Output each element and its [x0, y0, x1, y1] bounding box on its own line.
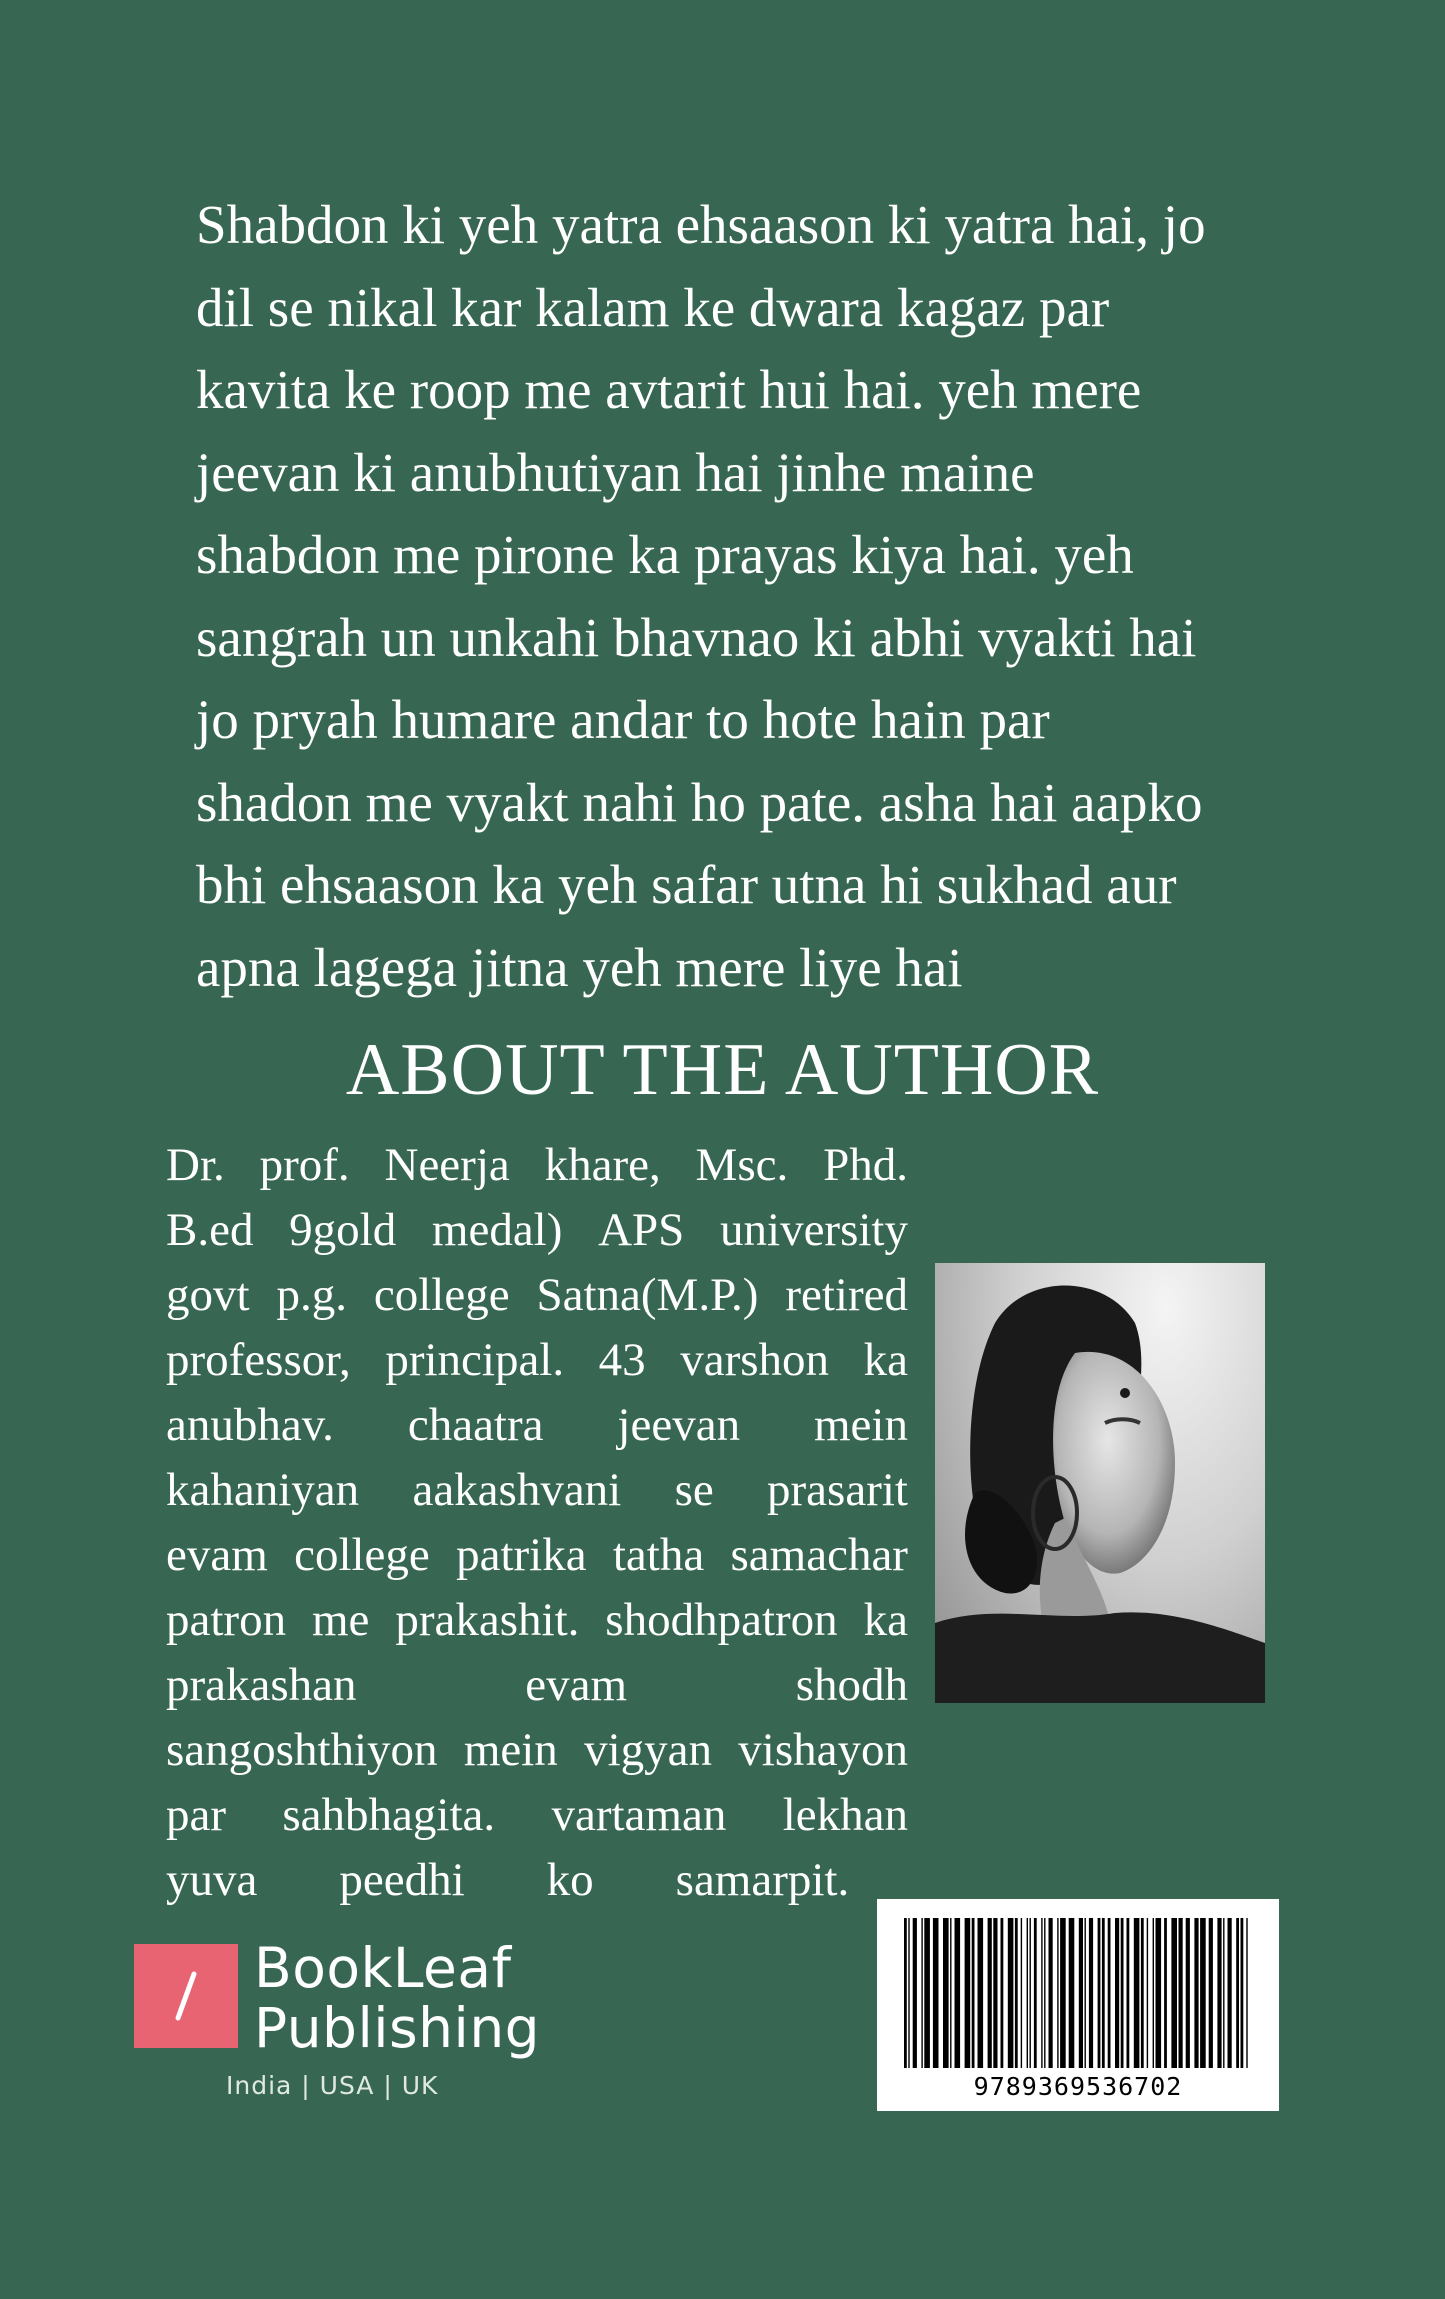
barcode-bar: [1156, 1918, 1162, 2068]
barcode-bar: [1098, 1918, 1101, 2068]
barcode-bar: [924, 1918, 930, 2068]
bio-word: samarpit.: [675, 1854, 850, 1906]
bio-word: ko: [546, 1854, 594, 1906]
barcode-bar: [1008, 1918, 1014, 2068]
blurb-line: shadon me vyakt nahi ho pate. asha hai aapko: [196, 771, 1203, 833]
barcode-bars: [902, 1918, 1254, 2068]
barcode-bar: [904, 1918, 907, 2068]
bio-line: [166, 1653, 908, 1718]
bio-word: APS: [598, 1204, 685, 1256]
barcode-bar: [933, 1918, 939, 2068]
bio-word: 43: [598, 1334, 646, 1386]
bio-line: [166, 1783, 908, 1848]
barcode-bar: [1049, 1918, 1053, 2068]
bio-word: prakashit.: [395, 1594, 580, 1646]
barcode-bar: [1001, 1918, 1004, 2068]
barcode-bar: [1102, 1918, 1105, 2068]
barcode-bar: [1223, 1918, 1224, 2068]
author-bio: [166, 1133, 908, 1913]
bio-word: peedhi: [339, 1854, 465, 1906]
author-photo: [935, 1263, 1265, 1703]
bio-word: kahaniyan: [166, 1464, 360, 1516]
barcode-bar: [943, 1918, 949, 2068]
blurb-line: bhi ehsaason ka yeh safar utna hi sukhad aur: [196, 854, 1177, 915]
barcode-bar: [1141, 1918, 1144, 2068]
barcode-bar: [1164, 1918, 1167, 2068]
bio-line: [166, 1263, 908, 1328]
bio-word: Satna(M.P.): [536, 1269, 759, 1321]
bio-word: ka: [863, 1334, 908, 1386]
barcode-bar: [1060, 1918, 1066, 2068]
barcode-bar: [1085, 1918, 1086, 2068]
bio-word: yuva: [166, 1854, 258, 1906]
bio-word: govt: [166, 1269, 250, 1321]
barcode-bar: [1057, 1918, 1058, 2068]
bio-word: Neerja: [384, 1139, 510, 1191]
blurb-line: dil se nikal kar kalam ke dwara kagaz par: [196, 276, 1110, 338]
barcode-bar: [908, 1918, 909, 2068]
bio-word: se: [674, 1464, 714, 1516]
blurb-line: kavita ke roop me avtarit hui hai. yeh mere: [196, 359, 1142, 420]
isbn-number: 9789369536702: [973, 2072, 1183, 2101]
bio-word: samachar: [730, 1529, 908, 1581]
barcode-bar: [950, 1918, 951, 2068]
bio-word: tatha: [612, 1529, 705, 1581]
barcode-bar: [1241, 1918, 1244, 2068]
bio-word: mein: [813, 1399, 908, 1451]
bio-word: B.ed: [166, 1204, 254, 1256]
blurb-line: shabdon me pirone ka prayas kiya hai. yeh: [196, 524, 1134, 585]
bio-word: college: [294, 1529, 430, 1581]
bio-word: ka: [863, 1594, 908, 1646]
bookleaf-logo-icon: [134, 1944, 238, 2048]
bio-word: 9gold: [289, 1204, 397, 1256]
bio-word: evam: [525, 1659, 627, 1711]
barcode-bar: [1108, 1918, 1111, 2068]
barcode-bar: [1246, 1918, 1247, 2068]
bio-line: [166, 1393, 908, 1458]
bio-word: sahbhagita.: [282, 1789, 496, 1841]
barcode-bar: [1115, 1918, 1119, 2068]
bio-word: university: [720, 1204, 908, 1256]
barcode-bar: [1153, 1918, 1154, 2068]
bio-word: retired: [785, 1269, 908, 1321]
bio-line: [166, 1328, 908, 1393]
barcode-bar: [1134, 1918, 1140, 2068]
bio-word: prakashan: [166, 1659, 357, 1711]
bio-line: [166, 1133, 908, 1198]
barcode-bar: [1030, 1918, 1031, 2068]
bio-word: chaatra: [407, 1399, 544, 1451]
barcode-bar: [1079, 1918, 1083, 2068]
barcode-bar: [1171, 1918, 1177, 2068]
bio-word: patron: [166, 1594, 287, 1646]
publisher-name: [254, 1938, 540, 2058]
bio-line: [166, 1198, 908, 1263]
bio-word: medal): [431, 1204, 563, 1256]
barcode-bar: [1236, 1918, 1239, 2068]
bio-word: college: [373, 1269, 510, 1321]
barcode-bar: [921, 1918, 922, 2068]
bio-word: shodhpatron: [605, 1594, 838, 1646]
bio-word: vishayon: [738, 1724, 908, 1776]
bio-line: [166, 1523, 908, 1588]
bio-word: aakashvani: [412, 1464, 622, 1516]
blurb-line: jeevan ki anubhutiyan hai jinhe maine: [196, 441, 1035, 503]
barcode-bar: [1147, 1918, 1148, 2068]
publisher-regions: India | USA | UK: [226, 2071, 439, 2100]
bio-line: [166, 1848, 908, 1913]
isbn-barcode: [877, 1899, 1279, 2111]
barcode-bar: [1228, 1918, 1232, 2068]
barcode-bar: [1121, 1918, 1124, 2068]
bio-line: [166, 1588, 908, 1653]
barcode-bar: [1034, 1918, 1037, 2068]
bio-word: prasarit: [767, 1464, 908, 1516]
barcode-bar: [1127, 1918, 1130, 2068]
bio-word: jeevan: [617, 1399, 741, 1451]
bio-word: vartaman: [551, 1789, 727, 1841]
bio-word: shodh: [795, 1659, 908, 1711]
bio-word: p.g.: [276, 1269, 347, 1321]
bio-word: mein: [463, 1724, 558, 1776]
bio-word: patrika: [456, 1529, 587, 1581]
bio-word: varshon: [680, 1334, 830, 1386]
barcode-bar: [1069, 1918, 1075, 2068]
bio-word: khare,: [544, 1139, 661, 1191]
blurb-line: Shabdon ki yeh yatra ehsaason ki yatra hai, jo: [196, 194, 1206, 255]
about-author-heading: ABOUT THE AUTHOR: [345, 1029, 1100, 1111]
barcode-bar: [1021, 1918, 1022, 2068]
barcode-bar: [988, 1918, 992, 2068]
barcode-bar: [993, 1918, 997, 2068]
bio-word: prof.: [259, 1139, 350, 1191]
barcode-bar: [1015, 1918, 1018, 2068]
bio-word: vigyan: [584, 1724, 712, 1776]
barcode-bar: [1186, 1918, 1190, 2068]
barcode-bar: [1209, 1918, 1213, 2068]
barcode-bar: [1200, 1918, 1206, 2068]
barcode-bar: [1194, 1918, 1198, 2068]
bio-word: evam: [166, 1529, 268, 1581]
publisher-name-line1: BookLeaf: [254, 1936, 512, 2000]
back-cover-blurb: [196, 184, 1276, 1009]
author-portrait-image: [935, 1263, 1265, 1703]
blurb-line: apna lagega jitna yeh mere liye hai: [196, 936, 963, 998]
bio-word: Msc.: [695, 1139, 789, 1191]
bio-word: Phd.: [823, 1139, 908, 1191]
bio-word: lekhan: [782, 1789, 908, 1841]
bio-word: me: [312, 1594, 370, 1646]
bio-word: anubhav.: [166, 1399, 334, 1451]
barcode-bar: [1044, 1918, 1045, 2068]
bio-word: par: [166, 1789, 227, 1841]
bio-line: [166, 1718, 908, 1783]
bio-word: professor,: [166, 1334, 351, 1386]
barcode-bar: [972, 1918, 975, 2068]
barcode-bar: [1179, 1918, 1183, 2068]
barcode-bar: [1041, 1918, 1042, 2068]
bio-line: [166, 1458, 908, 1523]
barcode-bar: [1217, 1918, 1221, 2068]
bio-word: sangoshthiyon: [166, 1724, 438, 1776]
bio-word: principal.: [385, 1334, 565, 1386]
barcode-bar: [955, 1918, 961, 2068]
barcode-bar: [1027, 1918, 1028, 2068]
bio-word: Dr.: [166, 1139, 225, 1191]
barcode-bar: [1089, 1918, 1093, 2068]
publisher-name-line2: Publishing: [254, 1996, 541, 2060]
barcode-bar: [913, 1918, 917, 2068]
blurb-line: sangrah un unkahi bhavnao ki abhi vyakti hai: [196, 606, 1197, 668]
blurb-line: jo pryah humare andar to hote hain par: [196, 689, 1050, 750]
barcode-bar: [965, 1918, 971, 2068]
barcode-bar: [978, 1918, 984, 2068]
